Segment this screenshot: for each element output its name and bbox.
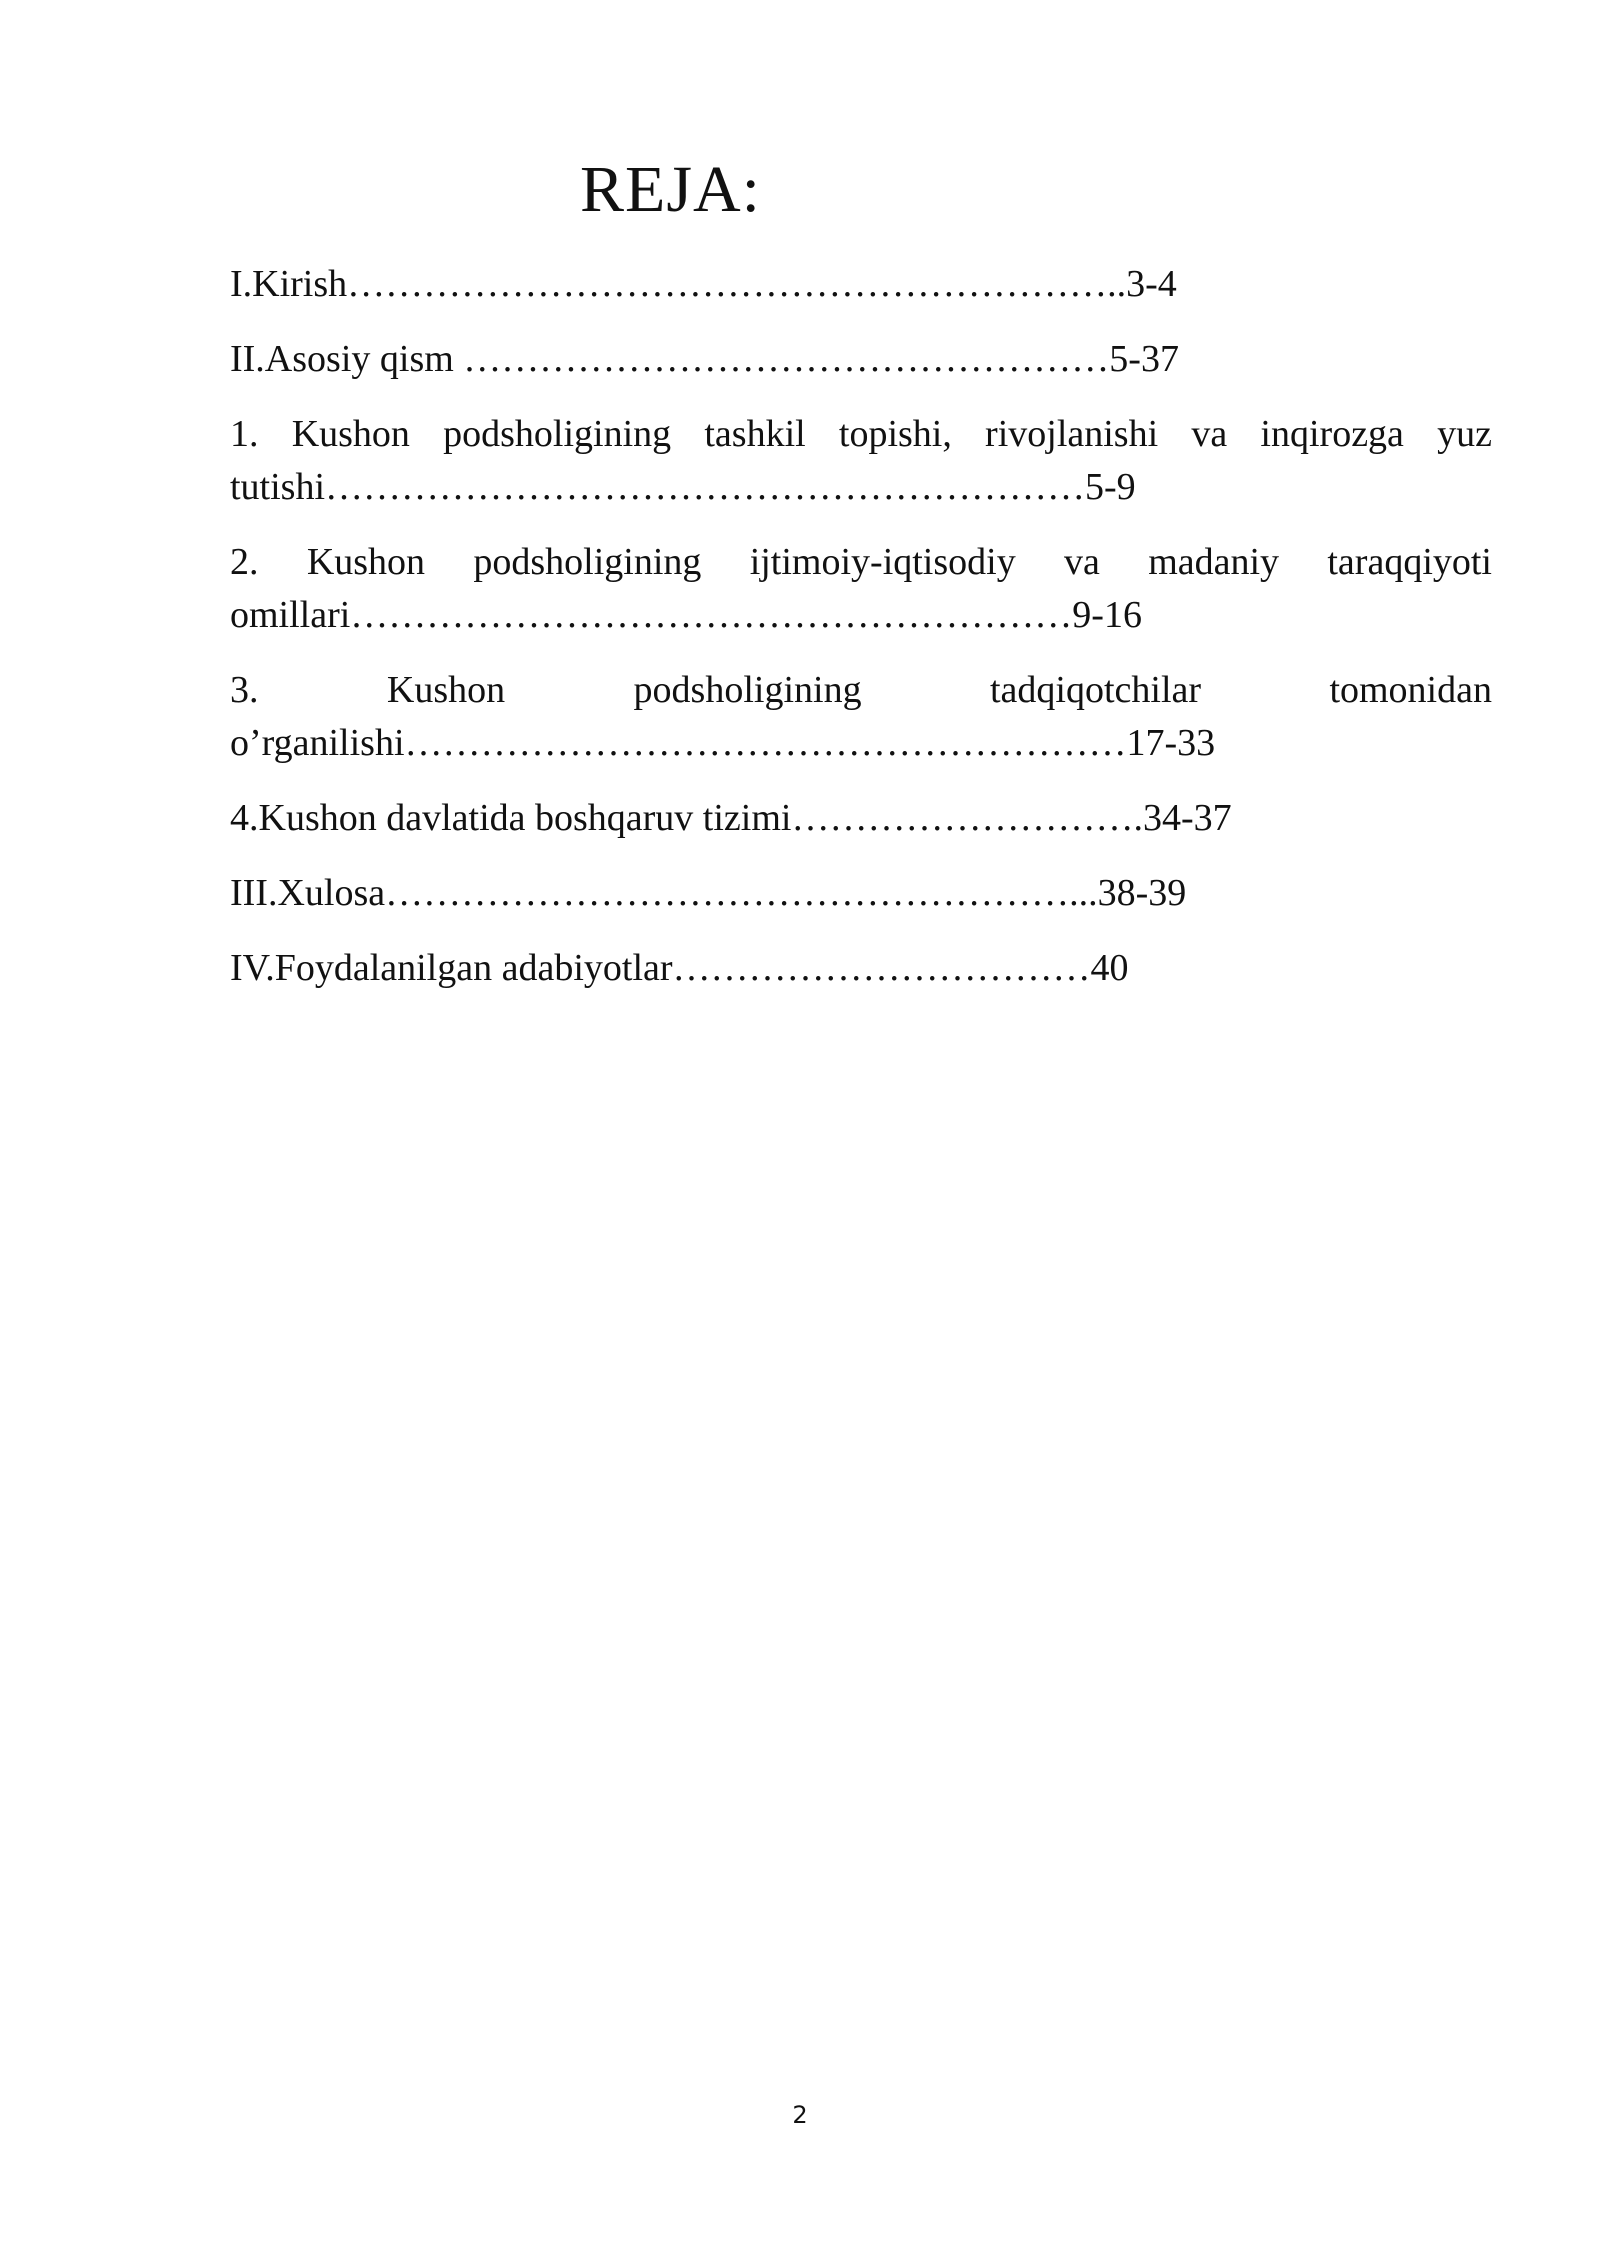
toc-entry-main-part: II.Asosiy qism ……………………………………………5-37 [230, 338, 1179, 380]
toc-entry-references: IV.Foydalanilgan adabiyotlar……………………………40 [230, 947, 1129, 989]
page-number: 2 [792, 2101, 808, 2129]
toc-entry-section-4: 4.Kushon davlatida boshqaruv tizimi……………………….34-37 [230, 797, 1232, 839]
toc-entry-section-2: 2. Kushon podsholigining ijtimoiy-iqtisodiy va madaniy taraqqiyoti omillari…………………………………………………9-16 [230, 541, 1492, 636]
toc-entry-section-3: 3. Kushon podsholigining tadqiqotchilar tomonidan o’rganilishi…………………………………………………17-33 [230, 669, 1492, 764]
toc-entry-conclusion: III.Xulosa………………………………………………...38-39 [230, 872, 1187, 914]
toc-entry-introduction: I.Kirish……………………………………………………..3-4 [230, 263, 1177, 305]
table-of-contents [230, 258, 1492, 1017]
page-title: REJA: [580, 153, 762, 226]
toc-entry-section-1: 1. Kushon podsholigining tashkil topishi, rivojlanishi va inqirozga yuz tutishi……………………………………………………5-9 [230, 413, 1492, 508]
